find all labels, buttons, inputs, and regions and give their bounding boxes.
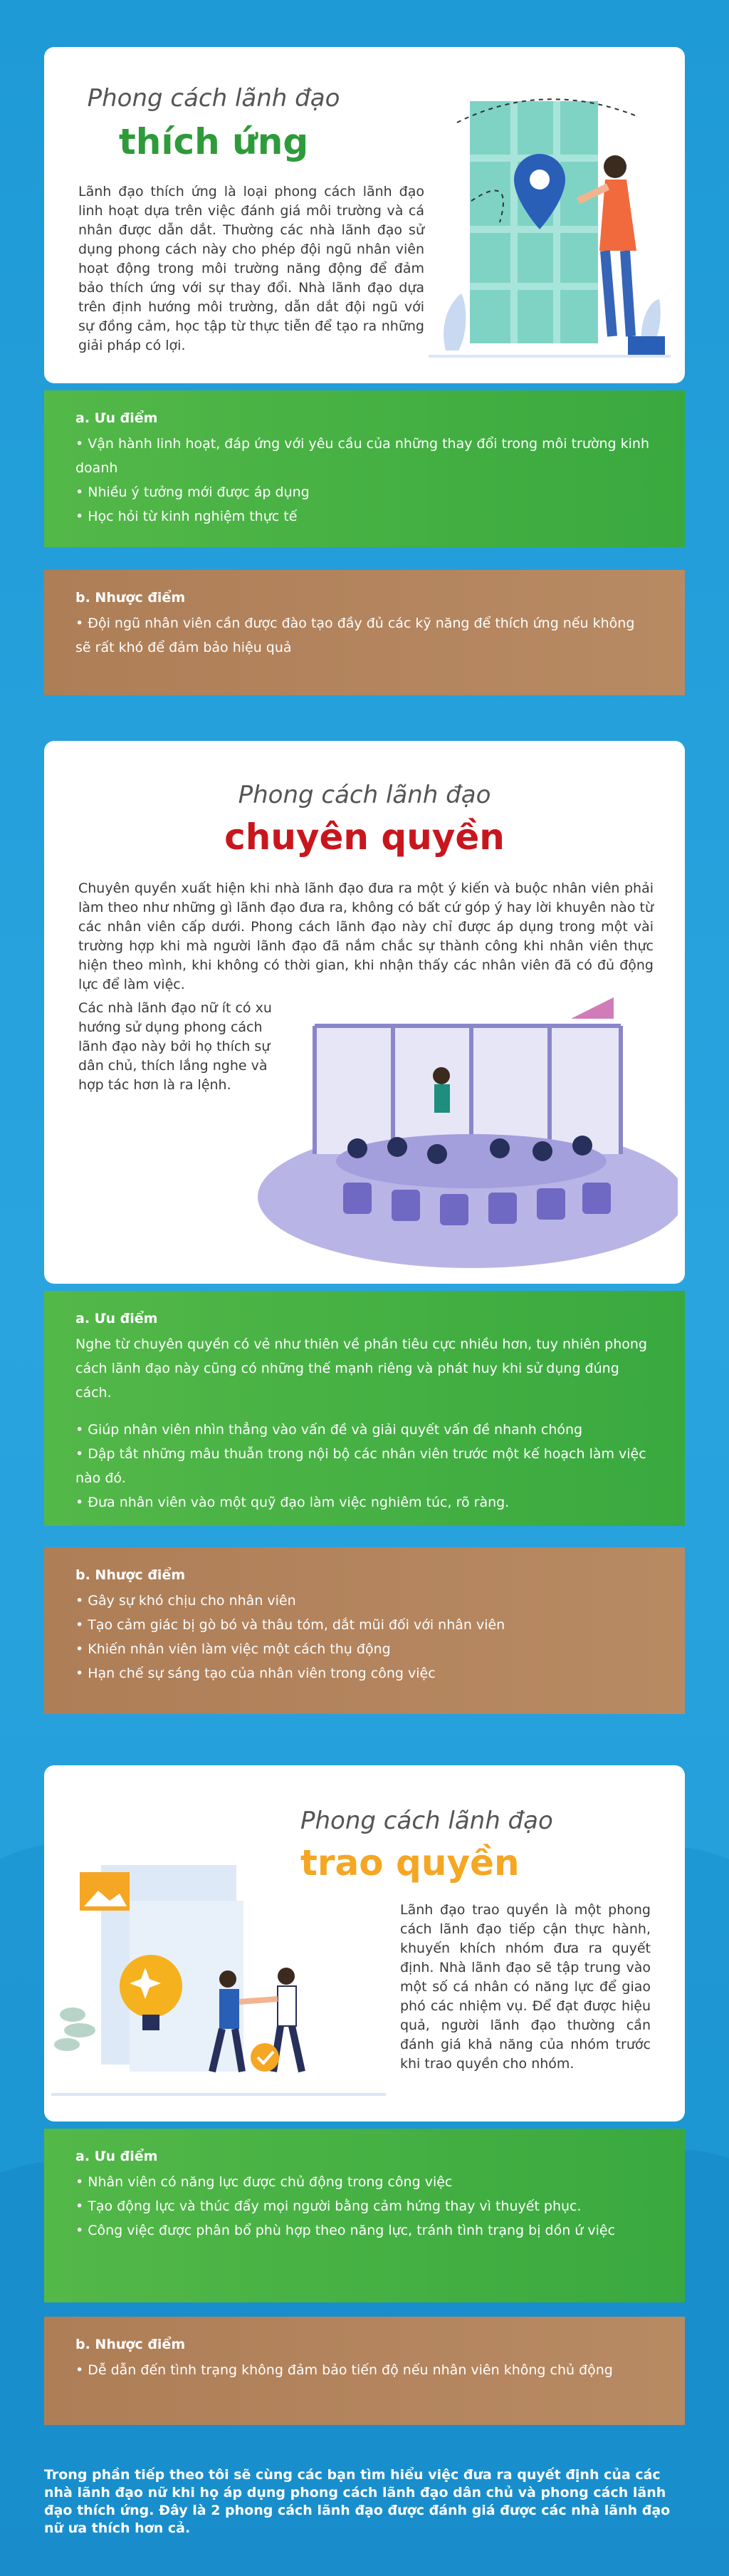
section-body: Lãnh đạo thích ứng là loại phong cách lãnh đạo linh hoạt dựa trên việc đánh giá môi trường và cá nhân được dẫn dắt. Thường các nhà lãnh đạo sử dụng phong cách này cho phép đội ngũ nhân viên hoạt động trong môi trường năng động để đảm bảo thích ứng với sự thay đổi. Nhà lãnh đạo dựa trên định hướng môi trường, dẫn dắt đội ngũ với sự đồng cảm, học tập từ thực tiễn để tạo ra những giải pháp có lợi. — [78, 184, 424, 353]
pros-heading: a. Ưu điểm — [75, 1311, 158, 1326]
list-item: • Gây sự khó chịu cho nhân viên — [75, 1593, 296, 1609]
pros-heading: a. Ưu điểm — [75, 2149, 158, 2164]
section-subtitle: Phong cách lãnh đạo — [238, 781, 491, 809]
list-item: • Khiến nhân viên làm việc một cách thụ động — [75, 1641, 391, 1657]
section-subtitle: Phong cách lãnh đạo — [87, 84, 340, 113]
list-item: • Tạo cảm giác bị gò bó và thâu tóm, dắt mũi đối với nhân viên — [75, 1617, 505, 1633]
teamwork-illustration — [51, 1844, 386, 2114]
list-item: • Công việc được phân bổ phù hợp theo năng lực, tránh tình trạng bị dồn ứ việc — [75, 2223, 616, 2238]
list-item: • Tạo động lực và thúc đẩy mọi người bằng cảm hứng thay vì thuyết phục. — [75, 2198, 582, 2214]
list-item: • Giúp nhân viên nhìn thẳng vào vấn đề và giải quyết vấn đề nhanh chóng — [75, 1422, 583, 1438]
footer-text: Trong phần tiếp theo tôi sẽ cùng các bạn tìm hiểu việc đưa ra quyết định của các nhà lãnh đạo nữ khi họ áp dụng phong cách lãnh đạo dân chủ và phong cách lãnh đạo thích ứng. Đây là 2 phong cách lãnh đạo được đánh giá được các nhà lãnh đạo nữ ưa thích hơn cả. — [44, 2467, 671, 2536]
card-delegative-leadership — [44, 1765, 685, 2121]
list-item: • Vận hành linh hoạt, đáp ứng với yêu cầu của những thay đổi trong môi trường kinh doanh — [75, 436, 650, 476]
pros-intro: Nghe từ chuyên quyền có vẻ như thiên về phần tiêu cực nhiều hơn, tuy nhiên phong cách lãnh đạo này cũng có những thế mạnh riêng và phát huy khi sử dụng đúng cách. — [75, 1336, 647, 1401]
cons-heading: b. Nhược điểm — [75, 1567, 186, 1583]
list-item: • Dễ dẫn đến tình trạng không đảm bảo tiến độ nếu nhân viên không chủ động — [75, 2362, 613, 2378]
cons-heading: b. Nhược điểm — [75, 2337, 186, 2352]
list-item: • Nhiều ý tưởng mới được áp dụng — [75, 484, 310, 500]
list-item: • Đội ngũ nhân viên cần được đào tạo đầy đủ các kỹ năng để thích ứng nếu không sẽ rất khó để đảm bảo hiệu quả — [75, 616, 635, 655]
pros-panel — [44, 1291, 685, 1526]
cons-heading: b. Nhược điểm — [75, 590, 186, 606]
list-item: • Hạn chế sự sáng tạo của nhân viên trong công việc — [75, 1666, 436, 1681]
section-title: chuyên quyền — [224, 816, 505, 858]
pros-panel — [44, 390, 685, 547]
map-woman-illustration — [429, 73, 671, 372]
list-item: • Dập tắt những mâu thuẫn trong nội bộ các nhân viên trước một kế hoạch làm việc nào đó. — [75, 1446, 646, 1486]
list-item: • Đưa nhân viên vào một quỹ đạo làm việc nghiêm túc, rõ ràng. — [75, 1495, 510, 1510]
card-adaptive-leadership — [44, 47, 685, 383]
list-item: • Học hỏi từ kinh nghiệm thực tế — [75, 509, 298, 524]
pros-heading: a. Ưu điểm — [75, 410, 158, 426]
cons-panel — [44, 1547, 685, 1714]
list-item: • Nhân viên có năng lực được chủ động trong công việc — [75, 2174, 453, 2190]
section-title: thích ứng — [118, 121, 309, 162]
cons-panel — [44, 2317, 685, 2425]
pros-panel — [44, 2129, 685, 2302]
meeting-room-illustration — [258, 983, 678, 1275]
section-body: Chuyên quyền xuất hiện khi nhà lãnh đạo đưa ra một ý kiến và buộc nhân viên phải làm theo như những gì lãnh đạo đưa ra, không có bất cứ góp ý hay lời khuyên nào từ các nhân viên cấp dưới. Phong cách lãnh đạo này chỉ được áp dụng trong một vài trường hợp khi mà người lãnh đạo đã nắm chắc sự thành công khi nhân viên thực hiện theo mình, khi không có thời gian, khi nhận thấy các nhân viên đã có đủ động lực để làm việc. — [78, 881, 654, 992]
section-title: trao quyền — [300, 1842, 520, 1884]
cons-panel — [44, 570, 685, 695]
section-subtitle: Phong cách lãnh đạo — [300, 1807, 553, 1835]
card-autocratic-leadership — [44, 741, 685, 1284]
section-body: Lãnh đạo trao quyền là một phong cách lãnh đạo tiếp cận thực hành, khuyến khích nhóm đưa ra quyết định. Nhà lãnh đạo sẽ tập trung vào một số cá nhân có năng lực để giao phó các nhiệm vụ. Để đạt được hiệu quả, người lãnh đạo thường cần đánh giá khả năng của nhóm trước khi trao quyền cho nhóm. — [400, 1902, 651, 2072]
section-body-secondary: Các nhà lãnh đạo nữ ít có xu hướng sử dụng phong cách lãnh đạo này bởi họ thích sự dân chủ, thích lắng nghe và hợp tác hơn là ra lệnh. — [78, 1000, 272, 1093]
